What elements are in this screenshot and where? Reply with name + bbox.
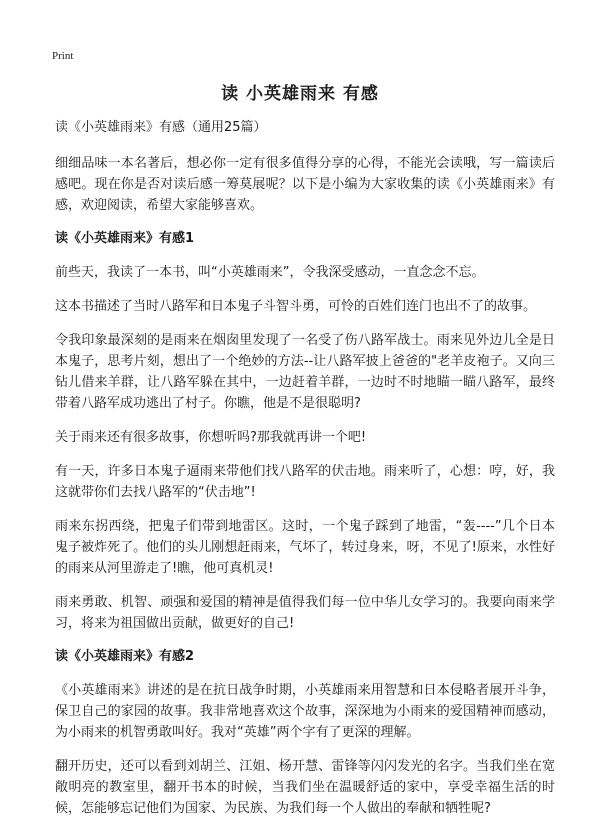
document-title: 读 小英雄雨来 有感 bbox=[221, 84, 379, 104]
section-1-paragraph: 雨来东拐西绕，把鬼子们带到地雷区。这时，一个鬼子踩到了地雷，“轰----”几个日本鬼子被炸死了。他们的头儿刚想赶雨来，气坏了，转过身来，呀，不见了!原来，水性好的雨来从河里游走了!瞧，他可真机灵! bbox=[55, 519, 555, 576]
document-body bbox=[55, 118, 555, 832]
section-2-paragraph: 《小英雄雨来》讲述的是在抗日战争时期，小英雄雨来用智慧和日本侵略者展开斗争，保卫自己的家园的故事。我非常地喜欢这个故事，深深地为小雨来的爱国精神而感动，为小雨来的机智勇敢叫好。我对“英雄”两个字有了更深的理解。 bbox=[55, 683, 555, 740]
section-1-heading: 读《小英雄雨来》有感1 bbox=[55, 231, 195, 246]
section-2-paragraph: 翻开历史，还可以看到刘胡兰、江姐、杨开慧、雷锋等闪闪发光的名字。当我们坐在宽敞明亮的教室里，翻开书本的时候，当我们坐在温暖舒适的家中，享受幸福生活的时候，怎能够忘记他们为国家、为民族、为我们每一个人做出的奉献和牺牲呢? bbox=[55, 759, 555, 816]
section-2-heading: 读《小英雄雨来》有感2 bbox=[55, 649, 195, 664]
section-1-paragraph: 这本书描述了当时八路军和日本鬼子斗智斗勇，可怜的百姓们连门也出不了的故事。 bbox=[55, 299, 537, 314]
section-1-paragraph: 雨来勇敢、机智、顽强和爱国的精神是值得我们每一位中华儿女学习的。我要向雨来学习，将来为祖国做出贡献，做更好的自己! bbox=[55, 595, 555, 631]
print-label: Print bbox=[52, 50, 74, 62]
intro-paragraph: 细细品味一本名著后，想必你一定有很多值得分享的心得，不能光会读哦，写一篇读后感吧。现在你是否对读后感一筹莫展呢？以下是小编为大家收集的读《小英雄雨来》有感，欢迎阅读，希望大家能够喜欢。 bbox=[55, 156, 555, 213]
document-subtitle: 读《小英雄雨来》有感（通用25篇） bbox=[55, 120, 267, 135]
section-1-paragraph: 前些天，我读了一本书，叫“小英雄雨来”，令我深受感动，一直念念不忘。 bbox=[55, 265, 485, 280]
section-1-paragraph: 有一天，许多日本鬼子逼雨来带他们找八路军的伏击地。雨来听了，心想：哼，好，我这就带你们去找八路军的“伏击地”! bbox=[55, 464, 555, 500]
section-1-paragraph: 令我印象最深刻的是雨来在烟囱里发现了一名受了伤八路军战士。雨来见外边儿全是日本鬼子，思考片刻，想出了一个绝妙的方法--让八路军披上爸爸的"老羊皮袍子。又向三钻儿借来羊群，让八路军躲在其中，一边赶着羊群，一边时不时地瞄一瞄八路军，最终带着八路军成功逃出了村子。你瞧，他是不是很聪明? bbox=[55, 333, 555, 411]
section-1-paragraph: 关于雨来还有很多故事，你想听吗?那我就再讲一个吧! bbox=[55, 430, 367, 445]
